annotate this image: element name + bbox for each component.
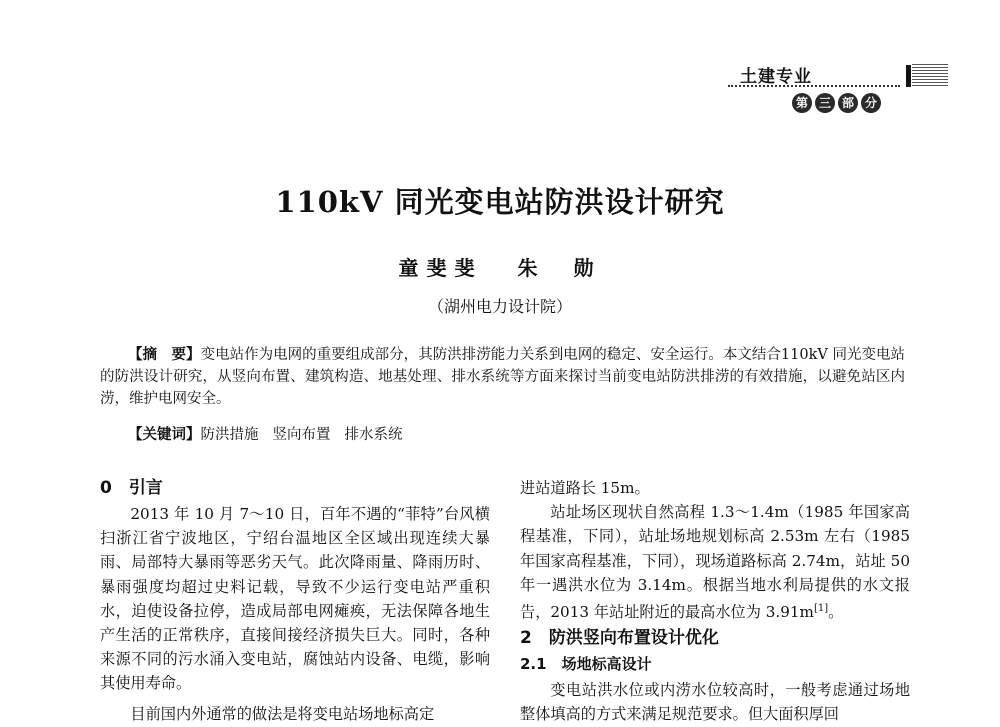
header-bar-mark — [906, 65, 911, 87]
part-char-1: 第 — [792, 93, 812, 113]
author-2: 朱 勋 — [517, 256, 602, 280]
keyword-3: 排水系统 — [344, 427, 403, 443]
right-column — [520, 476, 910, 727]
site-paragraph-0: 进站道路长 15m。 — [520, 479, 650, 497]
reference-1: [1] — [813, 603, 829, 615]
authors — [0, 252, 1000, 281]
part-char-3: 部 — [838, 93, 858, 113]
keywords-label: 【关键词】 — [128, 427, 201, 443]
site-paragraph-1-text: 站址场区现状自然高程 1.3～1.4m（1985 年国家高程基准，下同），站址场地规划标高 2.53m 左右（1985 年国家高程基准，下同），现场道路标高 2.74m，站址 50 年一遇洪水位为 3.14m。根据当地水利局提供的水文报告，2013 年站址附近的最高水位为 3.91m — [520, 503, 910, 622]
site-paragraph-1 — [520, 500, 910, 624]
abstract-label: 【摘 要】 — [128, 347, 201, 363]
keywords — [128, 424, 908, 446]
site-paragraph-1-end: 。 — [828, 603, 844, 622]
paper-title: 110kV 同光变电站防洪设计研究 — [275, 185, 725, 219]
keyword-1: 防洪措施 — [200, 427, 259, 443]
intro-paragraph-2: 目前国内外通常的做法是将变电站场地标高定 — [130, 704, 435, 723]
intro-paragraph-1: 2013 年 10 月 7～10 日，百年不遇的“菲特”台风横扫浙江省宁波地区，宁绍台温地区全区域出现连续大暴雨、局部特大暴雨等恶劣天气。此次降雨量、降雨历时、暴雨强度均超过史料记载，导致不少运行变电站严重积水，迫使设备拉停，造成局部电网瘫痪，无法保障各地生产生活的正常秩序，直接间接经济损失巨大。同时，各种来源不同的污水涌入变电站，腐蚀站内设备、电缆，影响其使用寿命。 — [100, 505, 490, 693]
part-badge — [792, 93, 881, 113]
section-0-heading: 0 引言 — [100, 478, 163, 498]
author-1: 童斐斐 — [398, 256, 483, 280]
abstract-text: 变电站作为电网的重要组成部分，其防洪排涝能力关系到电网的稳定、安全运行。本文结合110kV 同光变电站的防洪设计研究，从竖向布置、建筑构造、地基处理、排水系统等方面来探讨当前变电站防洪排涝的有效措施，以避免站区内涝，维护电网安全。 — [100, 347, 906, 407]
keyword-2: 竖向布置 — [272, 427, 331, 443]
section-2-heading: 2 防洪竖向布置设计优化 — [520, 628, 719, 649]
header-hatch-mark — [912, 64, 948, 86]
part-char-2: 三 — [815, 93, 835, 113]
part-char-4: 分 — [861, 93, 881, 113]
section-2-1-heading: 2.1 场地标高设计 — [520, 655, 652, 674]
abstract — [100, 344, 905, 410]
left-column — [100, 474, 490, 726]
affiliation: （湖州电力设计院） — [427, 297, 572, 316]
header-dotted-rule — [728, 85, 900, 87]
section-2-1-paragraph: 变电站洪水位或内涝水位较高时，一般考虑通过场地整体填高的方式来满足规范要求。但大面积厚回 — [520, 681, 910, 724]
section-category: 土建专业 — [740, 67, 812, 87]
